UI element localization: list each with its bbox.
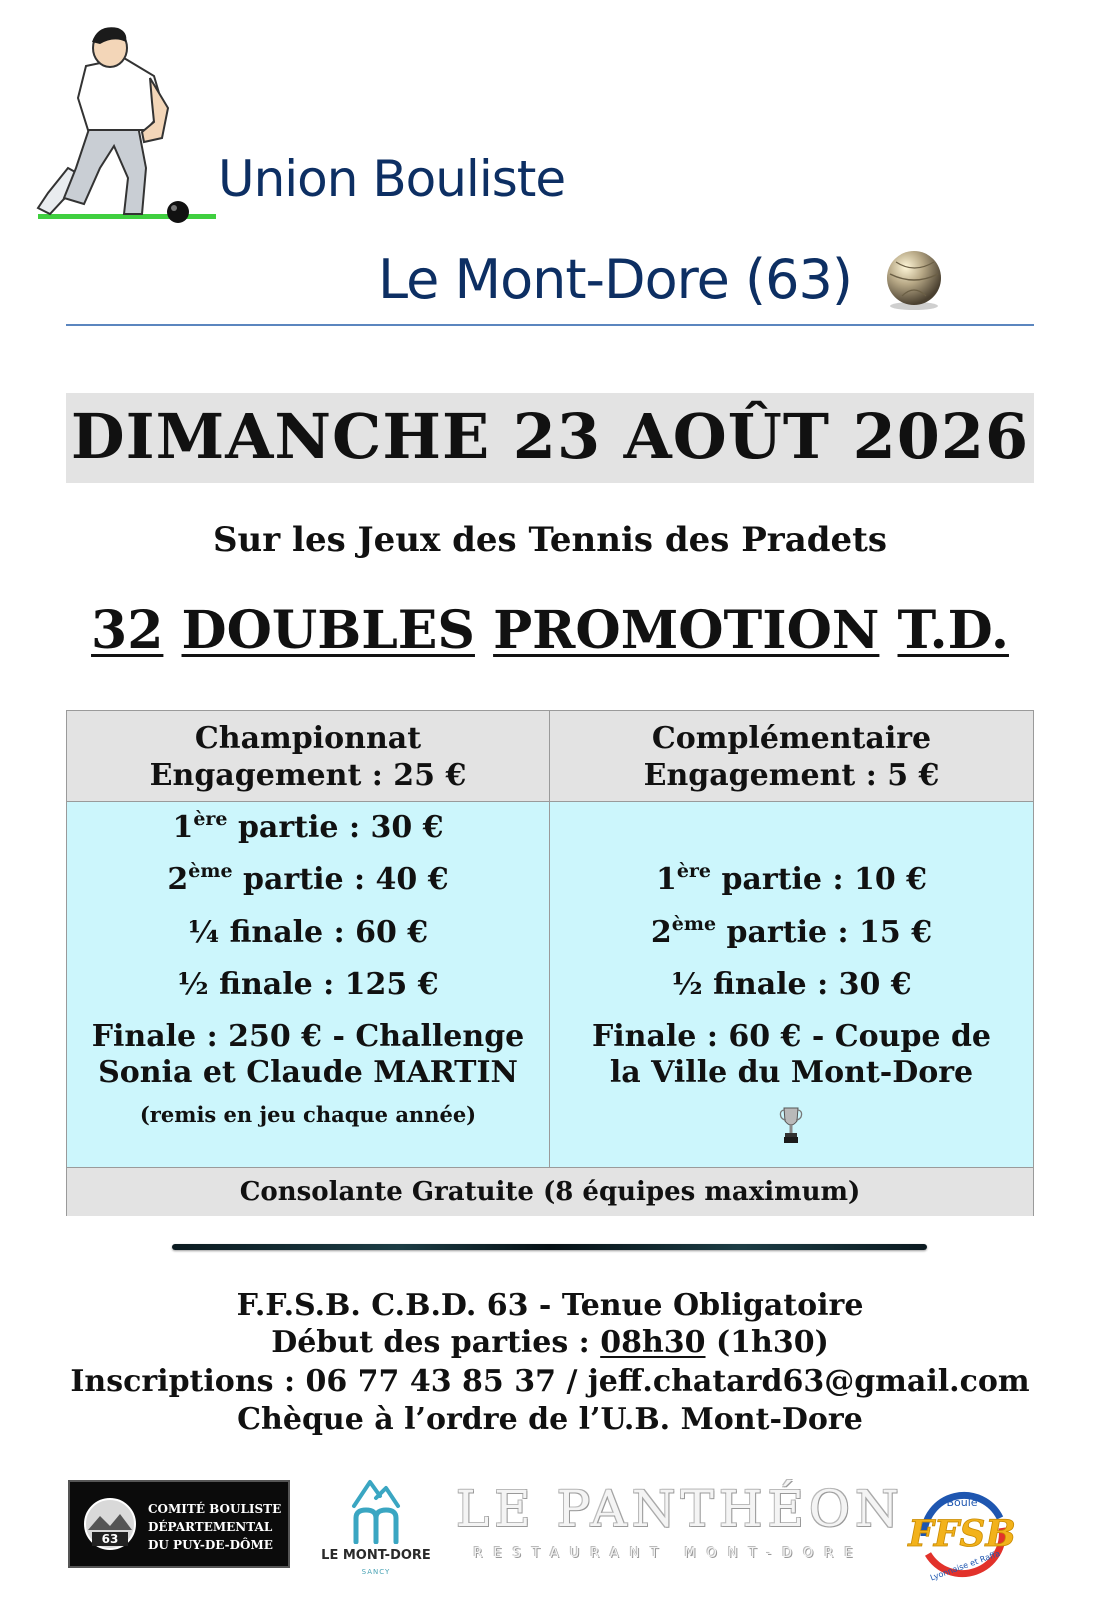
registration-line: Inscriptions : 06 77 43 85 37 / jeff.chatard63@gmail.com — [70, 1364, 1030, 1399]
championnat-title: Championnat — [194, 721, 422, 756]
start-time: 08h30 — [600, 1325, 706, 1360]
final-prize-line1: Finale : 250 € - Challenge — [91, 1019, 525, 1054]
event-venue: Sur les Jeux des Tennis des Pradets — [213, 520, 887, 560]
prize-row: 1ère partie : 10 € — [655, 860, 928, 897]
separator-bar — [172, 1244, 927, 1250]
headline-word: 32 — [91, 600, 164, 661]
svg-text:63: 63 — [101, 1532, 119, 1546]
trophy-icon — [778, 1105, 804, 1145]
final-prize-line1: Finale : 60 € - Coupe de — [591, 1019, 992, 1054]
event-date: DIMANCHE 23 AOÛT 2026 — [70, 400, 1030, 473]
svg-text:Boule: Boule — [946, 1496, 978, 1509]
cbd-badge-icon — [82, 1496, 138, 1554]
headline-word: DOUBLES — [181, 600, 475, 661]
cbd-logo — [68, 1480, 290, 1568]
cbd-logo-text: COMITÉ BOULISTE DÉPARTEMENTAL DU PUY-DE-DÔME — [148, 1502, 282, 1552]
final-prize-note: (remis en jeu chaque année) — [139, 1102, 477, 1127]
complementaire-header — [550, 711, 1033, 802]
complementaire-fee: Engagement : 5 € — [643, 758, 940, 793]
svg-text:FFSB: FFSB — [908, 1513, 1016, 1555]
svg-text:Lyonnaise et Raffa: Lyonnaise et Raffa — [929, 1548, 1002, 1583]
pantheon-logo: LE PANTHÉON RESTAURANT MONT-DORE — [456, 1480, 904, 1561]
payment-line: Chèque à l’ordre de l’U.B. Mont-Dore — [237, 1402, 863, 1437]
event-headline — [66, 600, 1034, 661]
headline-word: T.D. — [897, 600, 1009, 661]
mont-dore-logo: LE MONT-DORE SANCY — [316, 1476, 436, 1586]
championnat-prizes — [67, 802, 550, 1167]
prize-row: 2ème partie : 40 € — [167, 860, 449, 897]
ffsb-logo-icon — [906, 1476, 1016, 1586]
complementaire-prizes — [550, 802, 1033, 1167]
club-location: Le Mont-Dore (63) — [378, 248, 852, 311]
prize-table — [66, 710, 1034, 1216]
prize-row: ½ finale : 30 € — [671, 967, 912, 1002]
championnat-header — [67, 711, 550, 802]
mountain-logo-icon — [346, 1476, 406, 1544]
prize-row: 2ème partie : 15 € — [650, 913, 933, 950]
championnat-fee: Engagement : 25 € — [149, 758, 467, 793]
headline-word: PROMOTION — [493, 600, 880, 661]
bowler-illustration — [28, 18, 228, 234]
prize-row: 1ère partie : 30 € — [172, 808, 444, 845]
consolante-row: Consolante Gratuite (8 équipes maximum) — [67, 1167, 1033, 1216]
header-divider — [66, 324, 1034, 326]
prize-row: ½ finale : 125 € — [177, 967, 439, 1002]
petanque-ball-icon — [882, 248, 946, 312]
prize-row: ¼ finale : 60 € — [187, 915, 429, 950]
complementaire-title: Complémentaire — [651, 721, 932, 756]
start-time-line: Début des parties : 08h30 (1h30) — [271, 1325, 829, 1360]
club-name: Union Bouliste — [218, 150, 566, 208]
final-prize-line2: la Ville du Mont-Dore — [609, 1055, 974, 1090]
final-prize-line2: Sonia et Claude MARTIN — [98, 1055, 518, 1090]
federation-line: F.F.S.B. C.B.D. 63 - Tenue Obligatoire — [236, 1288, 864, 1323]
